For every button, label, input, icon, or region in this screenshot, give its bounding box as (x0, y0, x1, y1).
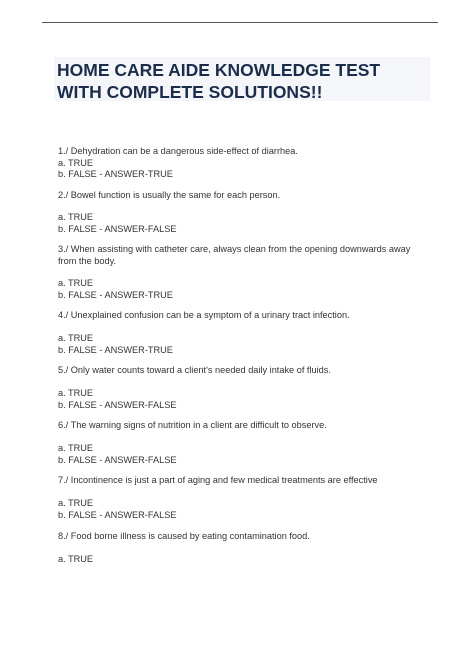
question-5-option-a: a. TRUE (58, 388, 94, 398)
question-5-text: 5./ Only water counts toward a client's needed daily intake of fluids. (58, 365, 331, 375)
question-1-text: 1./ Dehydration can be a dangerous side-effect of diarrhea. (58, 146, 298, 156)
top-rule (42, 22, 438, 23)
question-6-option-b: b. FALSE - ANSWER-FALSE (58, 454, 177, 465)
question-4-option-a: a. TRUE (58, 333, 94, 343)
question-6-text: 6./ The warning signs of nutrition in a client are difficult to observe. (58, 420, 327, 430)
question-3-text: 3./ When assisting with catheter care, always clean from the opening downwards away from the body. (58, 244, 411, 266)
question-8-text: 8./ Food borne illness is caused by eating contamination food. (58, 531, 310, 541)
question-4-text: 4./ Unexplained confusion can be a symptom of a urinary tract infection. (58, 310, 350, 320)
question-2-text: 2./ Bowel function is usually the same for each person. (58, 190, 281, 200)
question-7-option-a: a. TRUE (58, 498, 94, 508)
question-7-text: 7./ Incontinence is just a part of aging and few medical treatments are effective (58, 475, 378, 485)
question-7-option-b: b. FALSE - ANSWER-FALSE (58, 509, 177, 520)
question-3-option-a: a. TRUE (58, 278, 94, 288)
question-6-option-a: a. TRUE (58, 443, 94, 453)
document-title-line-2: WITH COMPLETE SOLUTIONS!! (57, 82, 323, 102)
question-5-option-b: b. FALSE - ANSWER-FALSE (58, 399, 177, 410)
question-4-option-b: b. FALSE - ANSWER-TRUE (58, 344, 173, 355)
question-8-option-a: a. TRUE (58, 554, 94, 564)
question-1-option-b: b. FALSE - ANSWER-TRUE (58, 169, 173, 179)
question-2-option-a: a. TRUE (58, 212, 94, 222)
question-2-option-b: b. FALSE - ANSWER-FALSE (58, 223, 177, 234)
question-1-option-a: a. TRUE (58, 157, 94, 168)
question-3-option-b: b. FALSE - ANSWER-TRUE (58, 289, 173, 300)
document-title-line-1: HOME CARE AIDE KNOWLEDGE TEST (57, 60, 381, 80)
